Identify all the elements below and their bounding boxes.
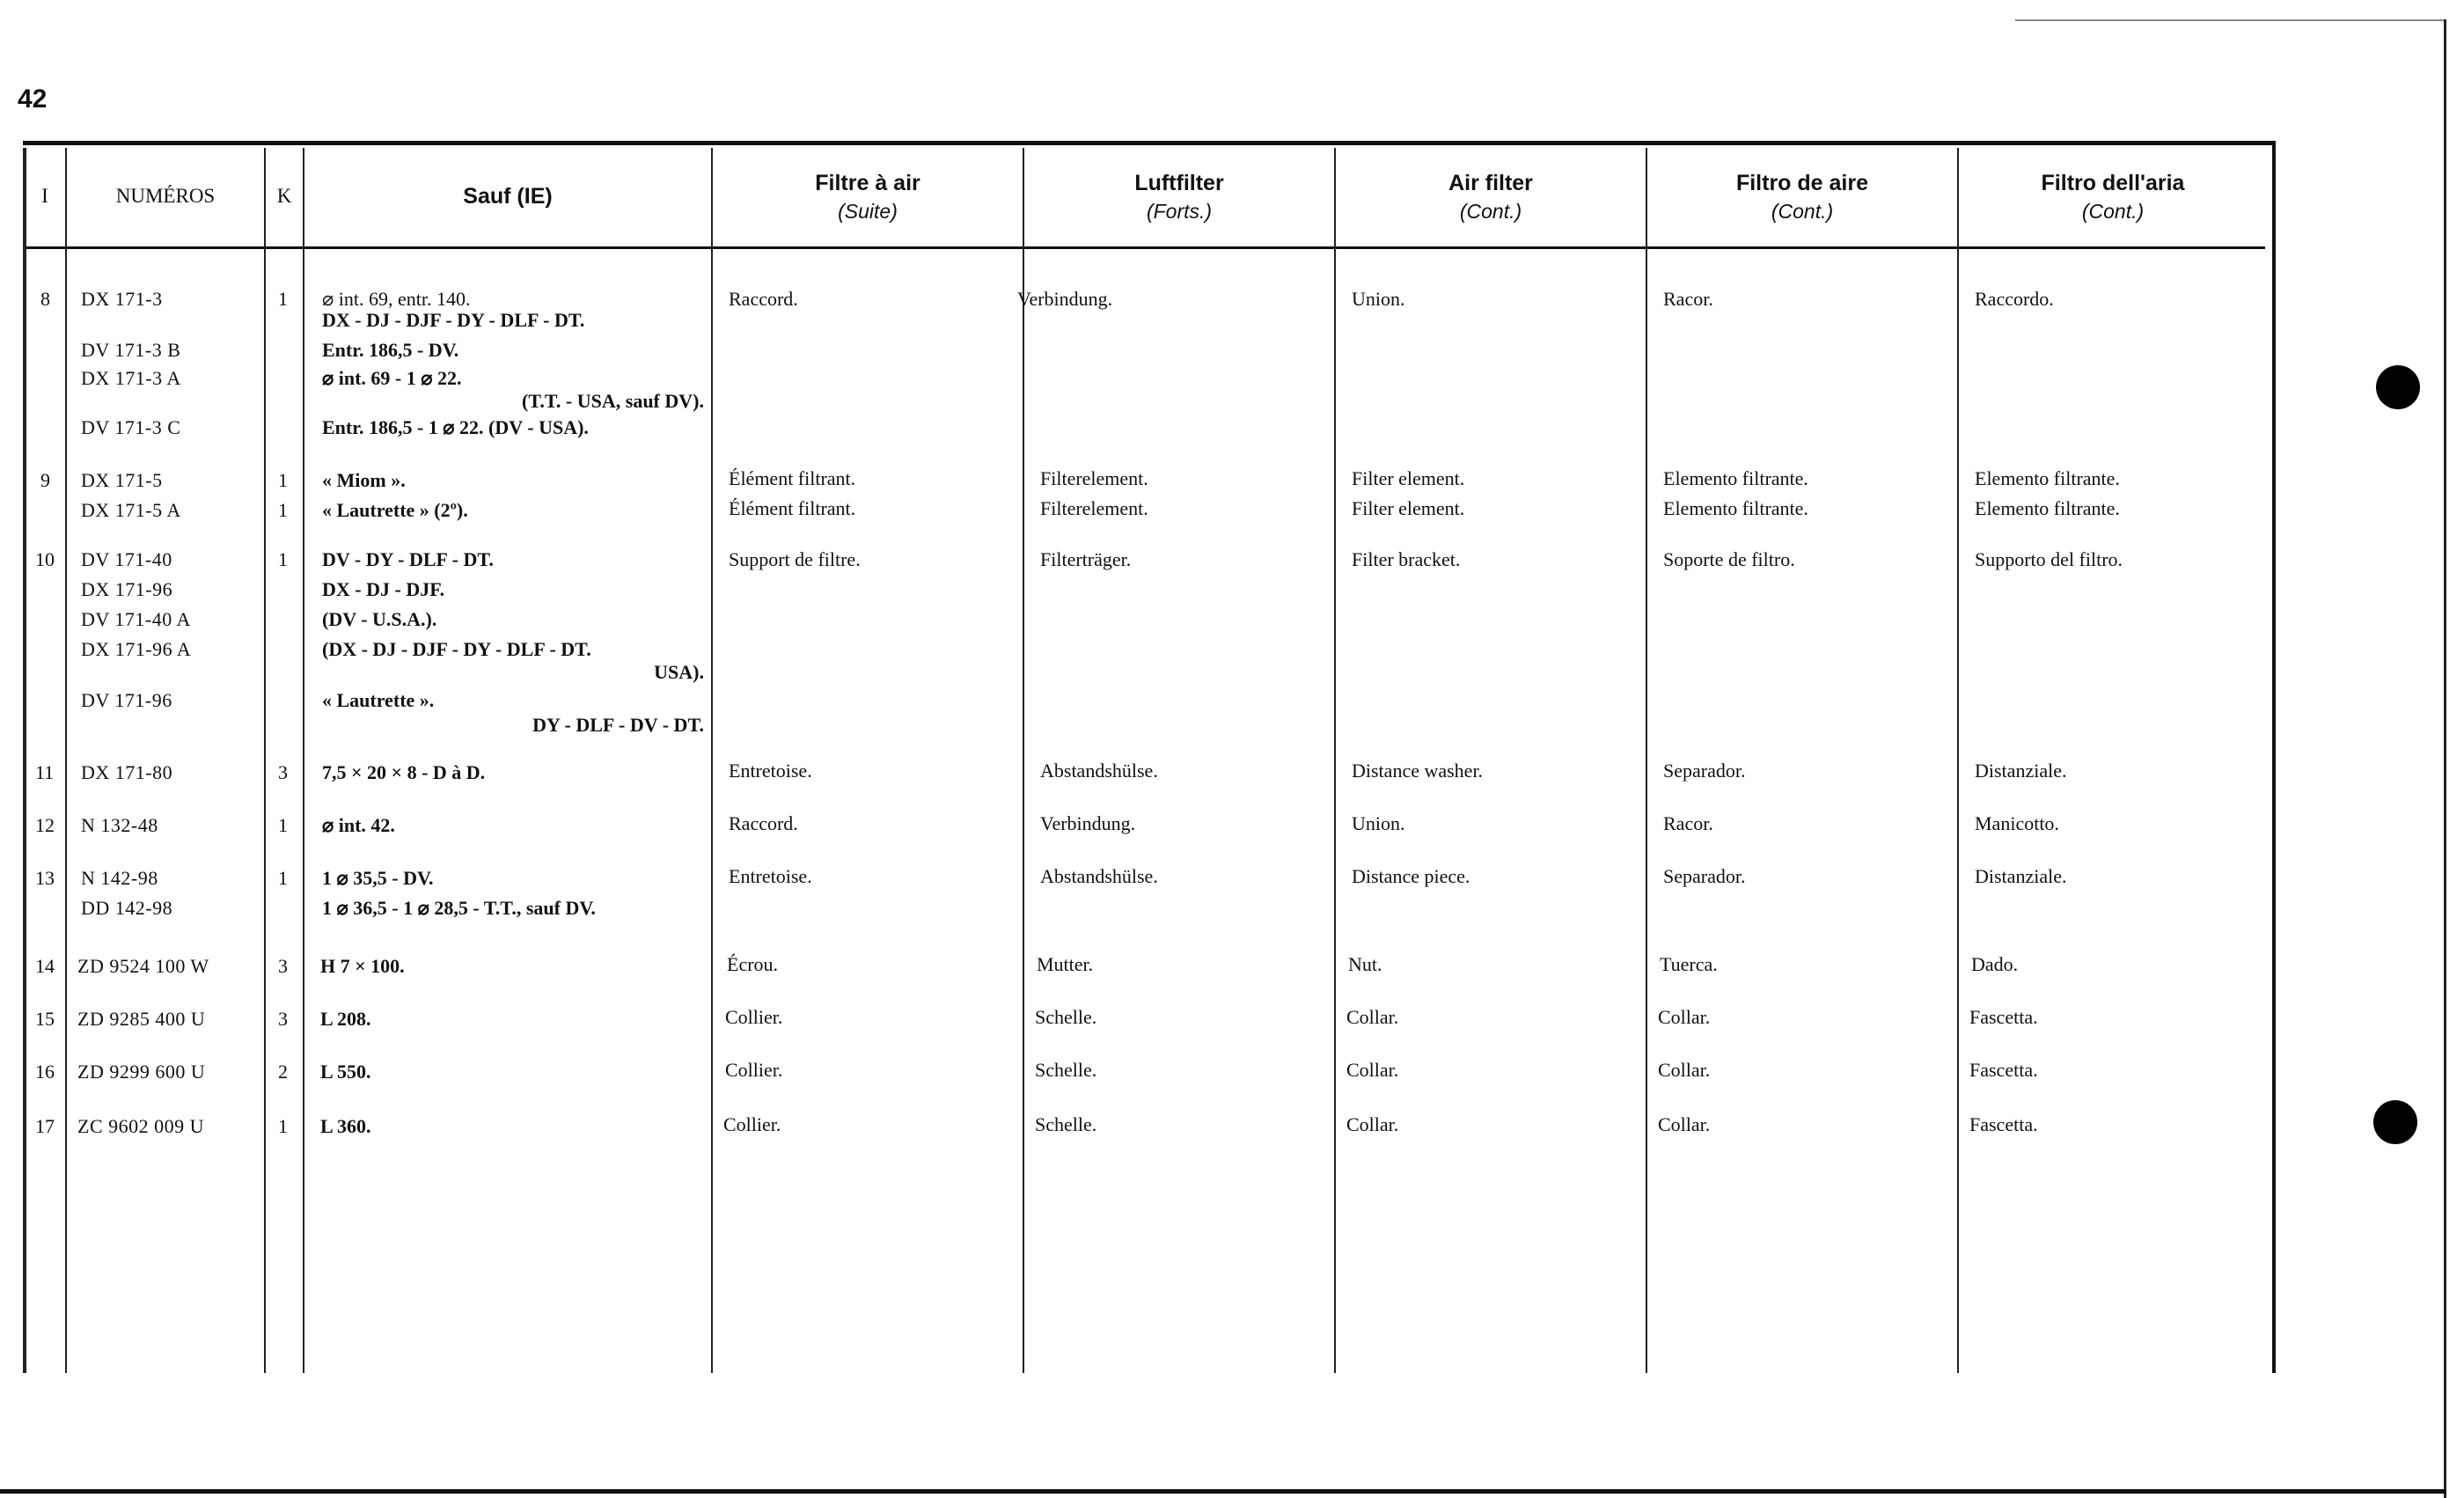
part-number: DX 171-96 A	[81, 638, 192, 660]
exception-note: (DV - U.S.A.).	[322, 608, 437, 630]
row-index: 15	[35, 1008, 55, 1030]
desc-en: Union.	[1352, 812, 1405, 834]
header-col-en-title: Air filter	[1448, 171, 1533, 195]
header-col-de-sub: (Forts.)	[1146, 200, 1213, 223]
table-right-border	[2272, 141, 2276, 1373]
punch-hole-lower	[2373, 1100, 2417, 1144]
desc-en: Filter element.	[1352, 497, 1465, 519]
exception-note: DX - DJ - DJF.	[322, 578, 445, 600]
desc-es: Collar.	[1658, 1006, 1711, 1028]
desc-en: Nut.	[1348, 953, 1382, 975]
desc-es: Collar.	[1658, 1059, 1711, 1081]
exception-note: L 360.	[320, 1115, 371, 1137]
desc-de: Abstandshülse.	[1040, 865, 1158, 887]
desc-de: Filterelement.	[1040, 497, 1148, 519]
desc-de: Abstandshülse.	[1040, 760, 1158, 782]
quantity: 3	[278, 761, 288, 783]
desc-en: Distance piece.	[1352, 865, 1470, 887]
column-divider	[1957, 148, 1959, 1373]
header-col-numeros-label: NUMÉROS	[115, 185, 216, 207]
part-number: DV 171-3 B	[81, 339, 181, 361]
header-separator	[23, 246, 2265, 249]
column-divider	[23, 148, 26, 1373]
desc-de: Filterträger.	[1040, 548, 1132, 570]
header-col-es	[1647, 150, 1957, 243]
exception-note: H 7 × 100.	[320, 955, 405, 977]
part-number: DX 171-96	[81, 578, 173, 600]
exception-note: Entr. 186,5 - 1 ⌀ 22. (DV - USA).	[322, 416, 589, 438]
desc-it: Dado.	[1971, 953, 2019, 975]
quantity: 1	[278, 814, 288, 836]
exception-note: (T.T. - USA, sauf DV).	[522, 390, 704, 412]
desc-de: Schelle.	[1035, 1113, 1097, 1135]
exception-note: Entr. 186,5 - DV.	[322, 339, 459, 361]
desc-fr: Élément filtrant.	[729, 467, 856, 489]
header-col-k	[266, 150, 303, 243]
exception-note: DY - DLF - DV - DT.	[532, 714, 704, 736]
row-index: 12	[35, 814, 55, 836]
exception-note: 1 ⌀ 35,5 - DV.	[322, 867, 434, 889]
exception-note: USA).	[654, 661, 704, 683]
desc-es: Tuerca.	[1660, 953, 1718, 975]
header-col-en-sub: (Cont.)	[1459, 200, 1522, 223]
header-col-it	[1959, 150, 2267, 243]
part-number: ZD 9299 600 U	[77, 1061, 206, 1083]
quantity: 1	[278, 1115, 288, 1137]
part-number: ZD 9524 100 W	[77, 955, 209, 977]
desc-es: Separador.	[1663, 760, 1746, 782]
exception-note: ⌀ int. 69 - 1 ⌀ 22.	[322, 367, 462, 389]
column-divider	[711, 148, 713, 1373]
row-index: 9	[40, 469, 50, 491]
desc-en: Filter bracket.	[1352, 548, 1461, 570]
header-col-it-sub: (Cont.)	[2081, 200, 2145, 223]
desc-it: Fascetta.	[1969, 1113, 2038, 1135]
desc-fr: Collier.	[723, 1113, 781, 1135]
row-index: 8	[40, 288, 50, 310]
desc-fr: Écrou.	[727, 953, 779, 975]
desc-de: Filterelement.	[1040, 467, 1148, 489]
part-number: DX 171-3 A	[81, 367, 181, 389]
part-number: DX 171-5 A	[81, 499, 181, 521]
part-number: N 132-48	[81, 814, 158, 836]
bottom-rule	[0, 1489, 2446, 1494]
part-number: DV 171-40	[81, 548, 172, 570]
column-divider	[1023, 148, 1024, 1373]
part-number: DD 142-98	[81, 897, 173, 919]
desc-en: Collar.	[1346, 1006, 1399, 1028]
desc-en: Collar.	[1346, 1059, 1399, 1081]
desc-it: Distanziale.	[1975, 865, 2067, 887]
table-top-border	[23, 141, 2276, 145]
exception-note: ⌀ int. 69, entr. 140.	[322, 288, 471, 310]
header-col-de	[1024, 150, 1334, 243]
exception-note: DV - DY - DLF - DT.	[322, 548, 494, 570]
desc-de: Verbindung.	[1017, 288, 1113, 310]
row-index: 17	[35, 1115, 55, 1137]
part-number: DX 171-3	[81, 288, 163, 310]
exception-note: ⌀ int. 42.	[322, 814, 395, 836]
header-col-sauf-label: Sauf (IE)	[463, 184, 553, 209]
desc-es: Racor.	[1663, 288, 1713, 310]
row-index: 14	[35, 955, 55, 977]
desc-es: Soporte de filtro.	[1663, 548, 1795, 570]
desc-fr: Collier.	[725, 1006, 783, 1028]
exception-note: 7,5 × 20 × 8 - D à D.	[322, 761, 486, 783]
exception-note: « Lautrette ».	[322, 689, 435, 711]
desc-it: Fascetta.	[1969, 1059, 2038, 1081]
desc-fr: Raccord.	[729, 288, 798, 310]
desc-fr: Élément filtrant.	[729, 497, 856, 519]
header-col-es-title: Filtro de aire	[1735, 171, 1869, 195]
desc-it: Distanziale.	[1975, 760, 2067, 782]
part-number: ZC 9602 009 U	[77, 1115, 204, 1137]
desc-en: Filter element.	[1352, 467, 1465, 489]
header-col-numeros	[67, 150, 264, 243]
page-number: 42	[18, 84, 48, 114]
quantity: 1	[278, 548, 288, 570]
desc-de: Verbindung.	[1040, 812, 1136, 834]
desc-de: Schelle.	[1035, 1059, 1097, 1081]
part-number: ZD 9285 400 U	[77, 1008, 206, 1030]
header-col-de-title: Luftfilter	[1134, 171, 1224, 195]
desc-de: Schelle.	[1035, 1006, 1097, 1028]
quantity: 3	[278, 1008, 288, 1030]
quantity: 1	[278, 469, 288, 491]
header-col-fr-title: Filtre à air	[815, 171, 920, 195]
part-number: DV 171-40 A	[81, 608, 191, 630]
row-index: 10	[35, 548, 55, 570]
desc-it: Elemento filtrante.	[1975, 467, 2120, 489]
header-col-es-sub: (Cont.)	[1771, 200, 1834, 223]
part-number: N 142-98	[81, 867, 158, 889]
quantity: 1	[278, 499, 288, 521]
desc-en: Collar.	[1346, 1113, 1399, 1135]
row-index: 11	[35, 761, 55, 783]
exception-note: 1 ⌀ 36,5 - 1 ⌀ 28,5 - T.T., sauf DV.	[322, 897, 596, 919]
quantity: 1	[278, 288, 288, 310]
column-divider	[1646, 148, 1647, 1373]
quantity: 3	[278, 955, 288, 977]
parts-table	[23, 141, 2276, 1373]
exception-note: L 208.	[320, 1008, 371, 1030]
desc-es: Elemento filtrante.	[1663, 467, 1808, 489]
header-col-fr-sub: (Suite)	[838, 200, 898, 223]
row-index: 16	[35, 1061, 55, 1083]
desc-es: Separador.	[1663, 865, 1746, 887]
desc-fr: Entretoise.	[729, 865, 812, 887]
desc-en: Distance washer.	[1352, 760, 1484, 782]
desc-es: Collar.	[1658, 1113, 1711, 1135]
desc-fr: Support de filtre.	[729, 548, 861, 570]
column-divider	[264, 148, 266, 1373]
desc-en: Union.	[1352, 288, 1405, 310]
column-divider	[1334, 148, 1336, 1373]
desc-fr: Collier.	[725, 1059, 783, 1081]
desc-es: Elemento filtrante.	[1663, 497, 1808, 519]
desc-fr: Entretoise.	[729, 760, 812, 782]
quantity: 2	[278, 1061, 288, 1083]
desc-it: Elemento filtrante.	[1975, 497, 2120, 519]
column-divider	[65, 148, 67, 1373]
header-col-i-label: I	[41, 185, 48, 207]
right-edge-rule	[2444, 19, 2446, 1498]
exception-note: (DX - DJ - DJF - DY - DLF - DT.	[322, 638, 591, 660]
desc-es: Racor.	[1663, 812, 1713, 834]
desc-it: Raccordo.	[1975, 288, 2054, 310]
desc-it: Manicotto.	[1975, 812, 2059, 834]
exception-note: « Lautrette » (2º).	[322, 499, 468, 521]
quantity: 1	[278, 867, 288, 889]
punch-hole-upper	[2376, 365, 2420, 409]
header-col-it-title: Filtro dell'aria	[2041, 171, 2185, 195]
part-number: DV 171-96	[81, 689, 172, 711]
part-number: DX 171-5	[81, 469, 163, 491]
part-number: DV 171-3 C	[81, 416, 181, 438]
exception-note: DX - DJ - DJF - DY - DLF - DT.	[322, 309, 585, 331]
desc-it: Supporto del filtro.	[1975, 548, 2123, 570]
header-col-en	[1336, 150, 1646, 243]
column-divider	[303, 148, 304, 1373]
header-col-sauf	[304, 150, 711, 243]
row-index: 13	[35, 867, 55, 889]
header-col-fr	[713, 150, 1023, 243]
top-rule	[2015, 19, 2446, 21]
desc-fr: Raccord.	[729, 812, 798, 834]
exception-note: « Miom ».	[322, 469, 406, 491]
exception-note: L 550.	[320, 1061, 371, 1083]
header-col-i	[25, 150, 65, 243]
part-number: DX 171-80	[81, 761, 173, 783]
desc-de: Mutter.	[1037, 953, 1094, 975]
header-col-k-label: K	[276, 185, 292, 207]
desc-it: Fascetta.	[1969, 1006, 2038, 1028]
